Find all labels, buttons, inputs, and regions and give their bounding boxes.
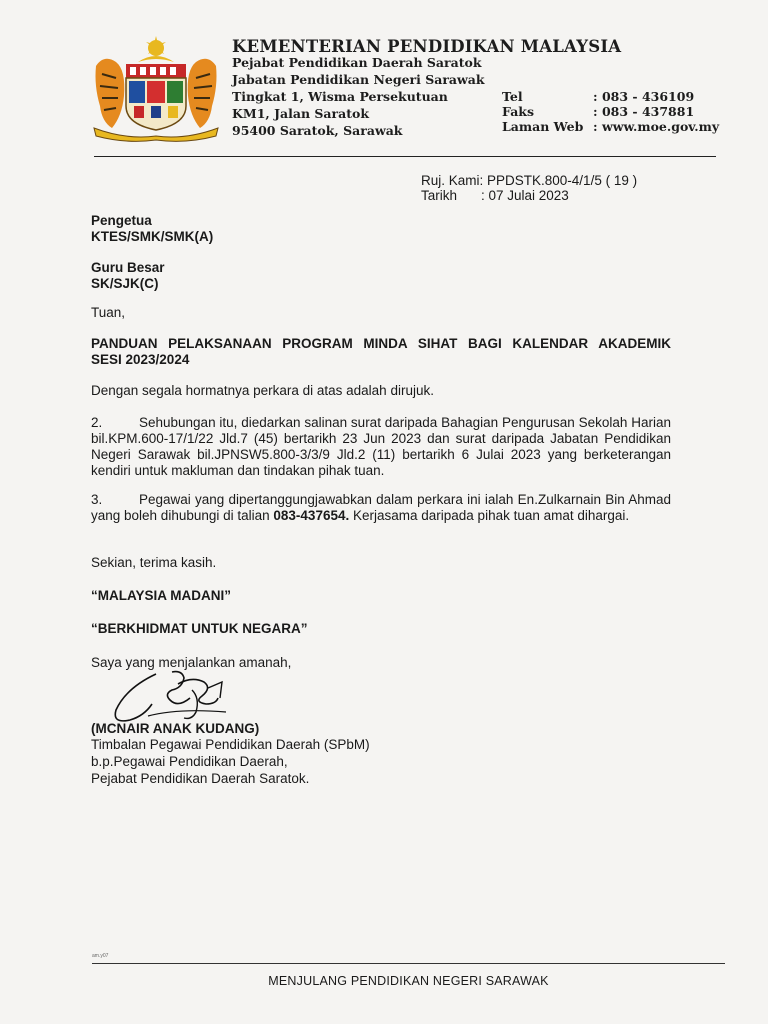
paragraph-3 <box>91 492 671 524</box>
paragraph-3-text-a: Pegawai yang dipertanggungjawabkan dalam perkara ini ialah En.Zulkarnain Bin Ahmad yang boleh dihubungi di talian <box>91 492 671 523</box>
header-divider <box>94 156 716 157</box>
recipient-1-schools: KTES/SMK/SMK(A) <box>91 229 214 244</box>
signatory-on-behalf: b.p.Pegawai Pendidikan Daerah, <box>91 754 288 769</box>
reference-number: Ruj. Kami: PPDSTK.800-4/1/5 ( 19 ) <box>421 173 638 188</box>
address-line-department: Jabatan Pendidikan Negeri Sarawak <box>232 72 485 87</box>
recipient-2-title: Guru Besar <box>91 260 165 275</box>
signatory-office: Pejabat Pendidikan Daerah Saratok. <box>91 771 310 786</box>
salutation: Tuan, <box>91 305 126 320</box>
address-line-building: Tingkat 1, Wisma Persekutuan <box>232 89 448 104</box>
paragraph-3-number: 3. <box>91 492 103 507</box>
footer-divider <box>92 963 725 964</box>
paragraph-3-text-b: Kerjasama daripada pihak tuan amat dihargai. <box>349 508 630 523</box>
recipient-1-title: Pengetua <box>91 213 152 228</box>
signatory-title: Timbalan Pegawai Pendidikan Daerah (SPbM) <box>91 737 370 752</box>
paragraph-1: Dengan segala hormatnya perkara di atas adalah dirujuk. <box>91 383 434 398</box>
address-line-postcode: 95400 Saratok, Sarawak <box>232 123 403 138</box>
paragraph-2-number: 2. <box>91 415 103 430</box>
recipient-2-schools: SK/SJK(C) <box>91 276 159 291</box>
date-label: Tarikh <box>421 188 458 203</box>
address-line-office: Pejabat Pendidikan Daerah Saratok <box>232 55 482 70</box>
signatory-name: (MCNAIR ANAK KUDANG) <box>91 721 260 736</box>
web-label: Laman Web <box>502 119 584 134</box>
web-value: : www.moe.gov.my <box>593 119 720 134</box>
fax-label: Faks <box>502 104 534 119</box>
contact-phone: 083-437654. <box>273 508 350 523</box>
fax-value: : 083 - 437881 <box>593 104 695 119</box>
tel-value: : 083 - 436109 <box>593 89 695 104</box>
subject-line-2: SESI 2023/2024 <box>91 352 190 367</box>
ministry-name: KEMENTERIAN PENDIDIKAN MALAYSIA <box>232 37 622 56</box>
paragraph-2-text: Sehubungan itu, diedarkan salinan surat daripada Bahagian Pengurusan Sekolah Harian bil.KPM.600-17/1/22 Jld.7 (45) bertarikh 23 Jun 2023 dan surat daripada Jabatan Pendidikan Negeri Sarawak bil.JPNSW5.800-3/3/9 Jld.2 (11) bertarikh 6 Julai 2023 yang berketerangan kendiri untuk makluman dan tindakan pihak tuan. <box>91 415 671 478</box>
motto-malaysia-madani: “MALAYSIA MADANI” <box>91 588 232 603</box>
closing-thanks: Sekian, terima kasih. <box>91 555 217 570</box>
coat-of-arms-icon <box>86 36 226 142</box>
closing-trust: Saya yang menjalankan amanah, <box>91 655 292 670</box>
motto-berkhidmat: “BERKHIDMAT UNTUK NEGARA” <box>91 621 308 636</box>
file-mark: am.y07 <box>92 953 109 959</box>
tel-label: Tel <box>502 89 523 104</box>
date-value: : 07 Julai 2023 <box>481 188 569 203</box>
footer-slogan: MENJULANG PENDIDIKAN NEGERI SARAWAK <box>268 974 549 988</box>
address-line-street: KM1, Jalan Saratok <box>232 106 369 121</box>
paragraph-2 <box>91 415 671 479</box>
subject-line-1: PANDUAN PELAKSANAAN PROGRAM MINDA SIHAT BAGI KALENDAR AKADEMIK <box>91 336 671 351</box>
